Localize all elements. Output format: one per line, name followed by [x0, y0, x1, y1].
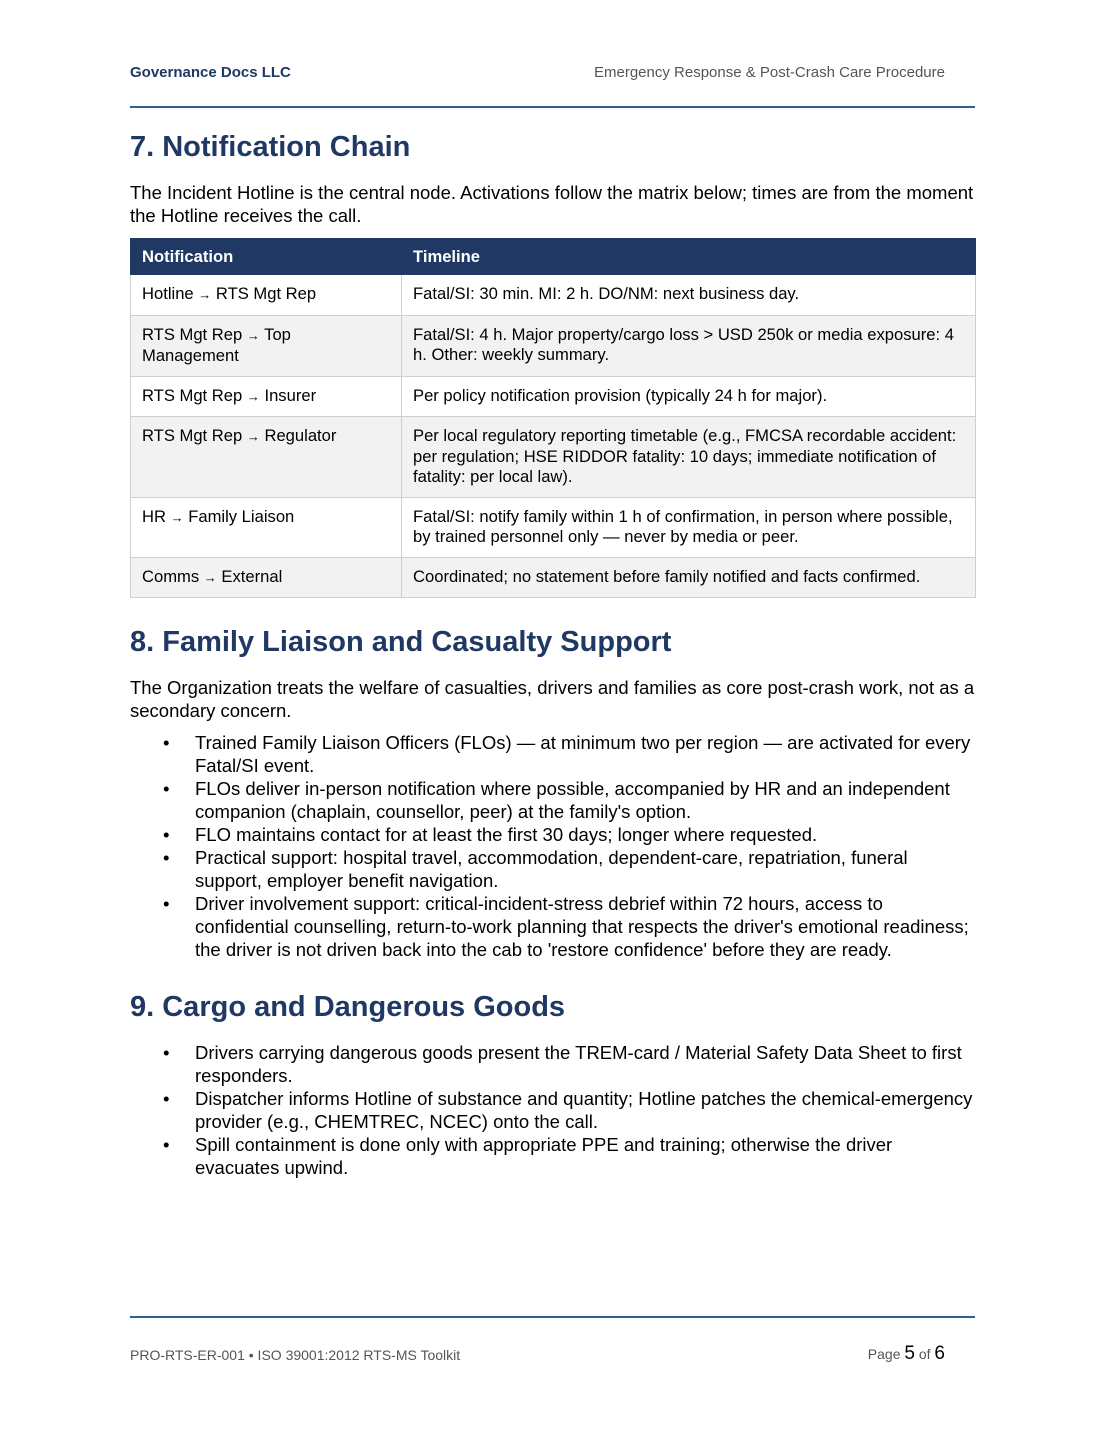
page-header [130, 64, 945, 84]
column-header-timeline: Timeline [402, 239, 976, 275]
arrow-icon: → [246, 388, 260, 404]
section-8-heading: 8. Family Liaison and Casualty Support [130, 626, 672, 658]
table-row [131, 497, 976, 557]
list-item [130, 1133, 976, 1179]
page-content [130, 125, 976, 1179]
arrow-icon: → [246, 327, 260, 343]
timeline-cell: Per local regulatory reporting timetable (e.g., FMCSA recordable accident: per regulation; HSE RIDDOR fatality: 10 days; immediate notification of fatality: per local law). [402, 417, 976, 498]
notification-from: HR [142, 506, 166, 526]
table-row [131, 275, 976, 316]
list-item-text: Practical support: hospital travel, accommodation, dependent-care, repatriation, funeral support, employer benefit navigation. [195, 847, 908, 891]
notification-cell [131, 557, 402, 598]
list-item [130, 777, 976, 823]
notification-from: Comms [142, 566, 200, 586]
family-support-list [130, 731, 976, 961]
timeline-cell: Per policy notification provision (typically 24 h for major). [402, 376, 976, 417]
section-9-heading: 9. Cargo and Dangerous Goods [130, 991, 566, 1023]
list-item-text: Spill containment is done only with appropriate PPE and training; otherwise the driver evacuates upwind. [195, 1134, 893, 1178]
table-row [131, 557, 976, 598]
bullet-icon: • [163, 847, 170, 868]
list-item [130, 1087, 976, 1133]
header-divider [130, 106, 975, 108]
bullet-icon: • [163, 1042, 170, 1063]
company-name: Governance Docs LLC [130, 64, 291, 81]
table-row [131, 417, 976, 498]
bullet-icon: • [163, 1088, 170, 1109]
notification-from: Hotline [142, 284, 194, 303]
section-8-intro: The Organization treats the welfare of casualties, drivers and families as core post-crash work, not as a secondary concern. [130, 677, 975, 721]
list-item-text: Dispatcher informs Hotline of substance and quantity; Hotline patches the chemical-emergency provider (e.g., CHEMTREC, NCEC) onto the call. [195, 1088, 973, 1132]
list-item [130, 731, 976, 777]
list-item [130, 892, 976, 961]
notification-from: RTS Mgt Rep [142, 324, 243, 344]
list-item-text: Trained Family Liaison Officers (FLOs) — at minimum two per region — are activated for every Fatal/SI event. [195, 732, 971, 776]
current-page: 5 [904, 1343, 915, 1364]
bullet-icon: • [163, 1134, 170, 1155]
total-pages: 6 [934, 1343, 945, 1364]
timeline-cell: Fatal/SI: 30 min. MI: 2 h. DO/NM: next business day. [402, 275, 976, 316]
cargo-list [130, 1041, 976, 1179]
notification-to: Family Liaison [188, 506, 295, 526]
bullet-icon: • [163, 778, 170, 799]
notification-cell [131, 497, 402, 557]
notification-cell [131, 275, 402, 316]
arrow-icon: → [246, 429, 260, 444]
bullet-icon: • [163, 824, 170, 845]
document-reference: PRO-RTS-ER-001 • ISO 39001:2012 RTS-MS Toolkit [130, 1347, 461, 1363]
list-item-text: Drivers carrying dangerous goods present the TREM-card / Material Safety Data Sheet to first responders. [195, 1042, 962, 1086]
page-label: Page [867, 1346, 901, 1362]
notification-to: Top Management [142, 324, 291, 365]
timeline-cell: Fatal/SI: notify family within 1 h of confirmation, in person where possible, by trained personnel only — never by media or peer. [402, 497, 976, 557]
list-item-text: FLOs deliver in-person notification where possible, accompanied by HR and an independent companion (chaplain, counsellor, peer) at the family's option. [195, 778, 950, 822]
section-7-heading: 7. Notification Chain [130, 131, 411, 163]
notification-cell [131, 315, 402, 376]
arrow-icon: → [198, 287, 212, 302]
table-row [131, 315, 976, 376]
notification-from: RTS Mgt Rep [142, 385, 243, 405]
page-number [868, 1343, 945, 1365]
footer-divider [130, 1316, 975, 1318]
notification-to: Regulator [264, 426, 337, 445]
list-item [130, 823, 976, 846]
notification-from: RTS Mgt Rep [142, 426, 243, 445]
notification-table [130, 238, 976, 598]
list-item-text: FLO maintains contact for at least the first 30 days; longer where requested. [195, 824, 818, 845]
timeline-cell: Fatal/SI: 4 h. Major property/cargo loss > USD 250k or media exposure: 4 h. Other: weekly summary. [402, 315, 976, 376]
bullet-icon: • [163, 893, 170, 914]
list-item [130, 1041, 976, 1087]
notification-cell [131, 417, 402, 498]
table-row [131, 376, 976, 417]
list-item [130, 846, 976, 892]
notification-to: Insurer [264, 385, 317, 405]
arrow-icon: → [203, 569, 217, 585]
timeline-cell: Coordinated; no statement before family notified and facts confirmed. [402, 557, 976, 598]
notification-to: External [221, 566, 283, 586]
bullet-icon: • [163, 732, 170, 753]
table-header-row [131, 239, 976, 275]
notification-cell [131, 376, 402, 417]
document-title: Emergency Response & Post-Crash Care Procedure [594, 64, 945, 81]
arrow-icon: → [170, 509, 184, 525]
list-item-text: Driver involvement support: critical-incident-stress debrief within 72 hours, access to confidential counselling, return-to-work planning that respects the driver's emotional readiness; the driver is not driven back into the cab to 'restore confidence' before they are ready. [195, 893, 969, 960]
column-header-notification: Notification [131, 239, 402, 275]
section-7-intro: The Incident Hotline is the central node. Activations follow the matrix below; times are from the moment the Hotline receives the call. [130, 182, 974, 226]
notification-to: RTS Mgt Rep [215, 284, 317, 303]
of-label: of [918, 1346, 931, 1362]
